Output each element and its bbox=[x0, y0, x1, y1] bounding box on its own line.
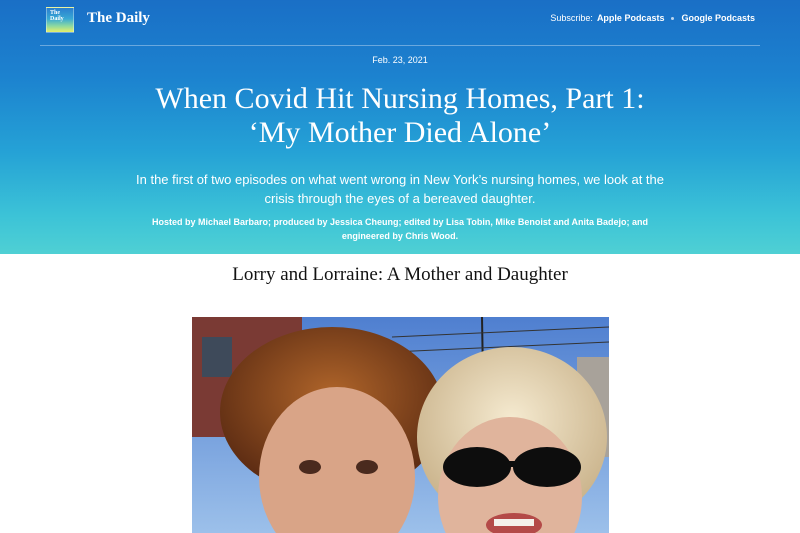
subscribe-label: Subscribe: bbox=[550, 13, 593, 23]
episode-credits: Hosted by Michael Barbaro; produced by Jessica Cheung; edited by Lisa Tobin, Mike Benoist and Anita Badejo; and engineered by Chris Wood. bbox=[151, 217, 649, 241]
google-podcasts-link[interactable]: Google Podcasts bbox=[681, 13, 755, 23]
episode-date: Feb. 23, 2021 bbox=[372, 55, 428, 65]
subscribe-links bbox=[550, 13, 755, 23]
section-heading: Lorry and Lorraine: A Mother and Daughter bbox=[232, 264, 568, 285]
episode-header bbox=[0, 0, 800, 254]
mother-daughter-photo bbox=[192, 317, 609, 533]
separator-dot bbox=[671, 17, 674, 20]
brand-name[interactable]: The Daily bbox=[87, 10, 150, 26]
episode-summary: In the first of two episodes on what went wrong in New York’s nursing homes, we look at the crisis through the eyes of a bereaved daughter. bbox=[136, 172, 664, 206]
photo-illustration bbox=[192, 317, 609, 533]
apple-podcasts-link[interactable]: Apple Podcasts bbox=[596, 13, 665, 23]
top-bar bbox=[0, 0, 800, 46]
logo-text: The Daily bbox=[50, 10, 64, 22]
the-daily-logo[interactable] bbox=[46, 7, 74, 33]
header-divider bbox=[40, 45, 760, 46]
episode-title: When Covid Hit Nursing Homes, Part 1: ‘My Mother Died Alone’ bbox=[155, 82, 645, 149]
